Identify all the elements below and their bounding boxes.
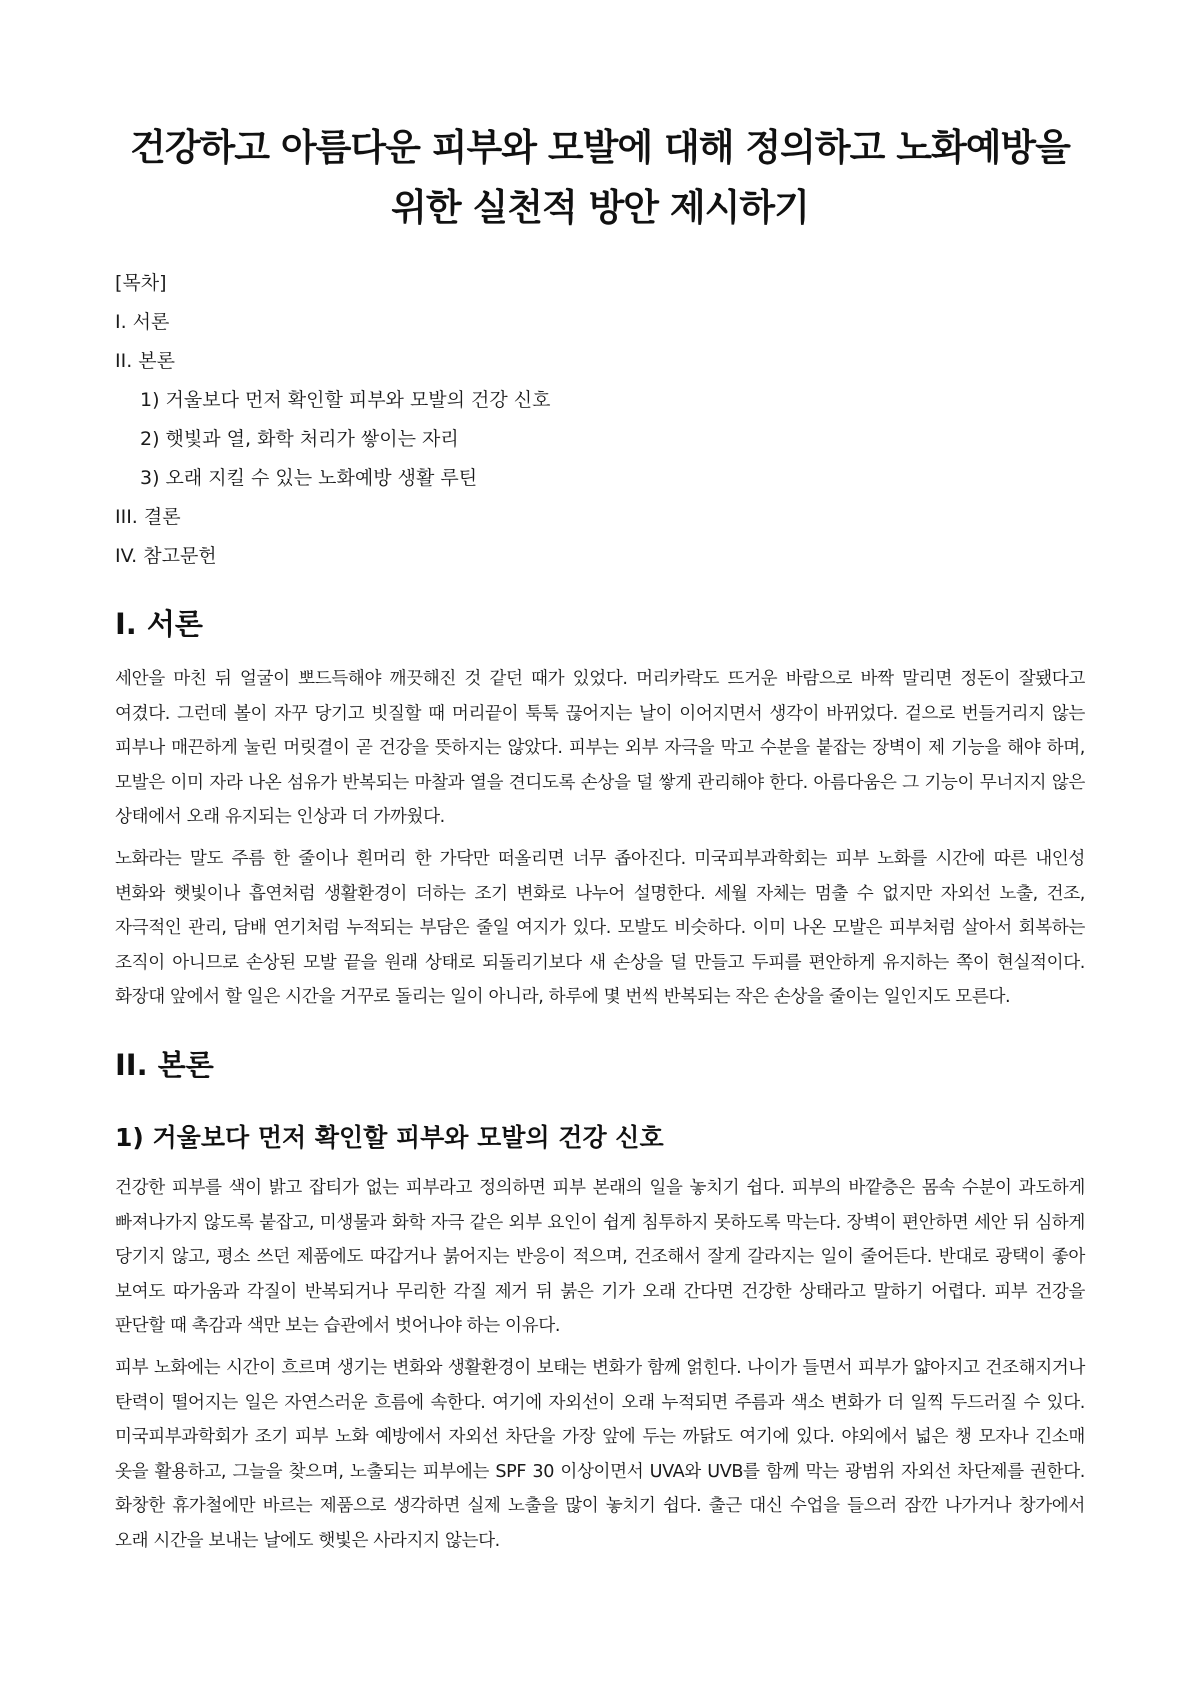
toc-item-references: IV. 참고문헌 xyxy=(115,545,217,567)
body-heading: II. 본론 xyxy=(115,1047,214,1082)
toc-item-conclusion: III. 결론 xyxy=(115,506,181,528)
intro-paragraph: 세안을 마친 뒤 얼굴이 뽀드득해야 깨끗해진 것 같던 때가 있었다. 머리카락도 뜨거운 바람으로 바짝 말리면 정돈이 잘됐다고 여겼다. 그런데 볼이 자꾸 당기고 빗질할 때 머리끝이 툭툭 끊어지는 날이 이어지면서 생각이 바뀌었다. 겉으로 번들거리지 않는 피부나 매끈하게 눌린 머릿결이 곧 건강을 뜻하지는 않았다. 피부는 외부 자극을 막고 수분을 붙잡는 장벽이 제 기능을 해야 하며, 모발은 이미 자라 나온 섬유가 반복되는 마찰과 열을 견디도록 손상을 덜 쌓게 관리해야 한다. 아름다움은 그 기능이 무너지지 않은 상태에서 오래 유지되는 인상과 더 가까웠다. xyxy=(115,669,1085,828)
intro-heading: I. 서론 xyxy=(115,607,203,641)
section-paragraph: 건강한 피부를 색이 밝고 잡티가 없는 피부라고 정의하면 피부 본래의 일을 놓치기 쉽다. 피부의 바깥층은 몸속 수분이 과도하게 빠져나가지 않도록 붙잡고, 미생물과 화학 자극 같은 외부 요인이 쉽게 침투하지 못하도록 막는다. 장벽이 편안하면 세안 뒤 심하게 당기지 않고, 평소 쓰던 제품에도 따갑거나 붉어지는 반응이 적으며, 건조해서 잘게 갈라지는 일이 줄어든다. 반대로 광택이 좋아 보여도 따가움과 각질이 반복되거나 무리한 각질 제거 뒤 붉은 기가 오래 간다면 건강한 상태라고 말하기 어렵다. 피부 건강을 판단할 때 촉감과 색만 보는 습관에서 벗어나야 하는 이유다. xyxy=(115,1177,1085,1337)
toc-item-body: II. 본론 xyxy=(115,350,175,372)
toc-item-intro: I. 서론 xyxy=(115,311,170,333)
toc-subitem-antiaging-routine: 3) 오래 지킬 수 있는 노화예방 생활 루틴 xyxy=(140,467,478,489)
toc-subitem-health-signals: 1) 거울보다 먼저 확인할 피부와 모발의 건강 신호 xyxy=(140,389,551,411)
toc-subitem-sun-heat-chemical: 2) 햇빛과 열, 화학 처리가 쌓이는 자리 xyxy=(140,428,459,450)
section-paragraph: 피부 노화에는 시간이 흐르며 생기는 변화와 생활환경이 보태는 변화가 함께 얽힌다. 나이가 들면서 피부가 얇아지고 건조해지거나 탄력이 떨어지는 일은 자연스러운 흐름에 속한다. 여기에 자외선이 오래 누적되면 주름과 색소 변화가 더 일찍 두드러질 수 있다. 미국피부과학회가 조기 피부 노화 예방에서 자외선 차단을 가장 앞에 두는 까닭도 여기에 있다. 야외에서 넓은 챙 모자나 긴소매 옷을 활용하고, 그늘을 찾으며, 노출되는 피부에는 SPF 30 이상이면서 UVA와 UVB를 함께 막는 광범위 자외선 차단제를 권한다. 화창한 휴가철에만 바르는 제품으로 생각하면 실제 노출을 많이 놓치기 쉽다. 출근 대신 수업을 들으러 잠깐 나가거나 창가에서 오래 시간을 보내는 날에도 햇빛은 사라지지 않는다. xyxy=(115,1357,1085,1551)
section-heading-health-signals: 1) 거울보다 먼저 확인할 피부와 모발의 건강 신호 xyxy=(115,1122,664,1152)
intro-paragraph: 노화라는 말도 주름 한 줄이나 흰머리 한 가닥만 떠올리면 너무 좁아진다. 미국피부과학회는 피부 노화를 시간에 따른 내인성 변화와 햇빛이나 흡연처럼 생활환경이 더하는 조기 변화로 나누어 설명한다. 세월 자체는 멈출 수 없지만 자외선 노출, 건조, 자극적인 관리, 담배 연기처럼 누적되는 부담은 줄일 여지가 있다. 모발도 비슷하다. 이미 나온 모발은 피부처럼 살아서 회복하는 조직이 아니므로 손상된 모발 끝을 원래 상태로 되돌리기보다 새 손상을 덜 만들고 두피를 편안하게 유지하는 쪽이 현실적이다. 화장대 앞에서 할 일은 시간을 거꾸로 돌리는 일이 아니라, 하루에 몇 번씩 반복되는 작은 손상을 줄이는 일인지도 모른다. xyxy=(115,848,1085,1008)
table-of-contents xyxy=(115,264,1085,576)
toc-heading: [목차] xyxy=(115,272,167,294)
document-title: 건강하고 아름다운 피부와 모발에 대해 정의하고 노화예방을 위한 실천적 방안 제시하기 xyxy=(130,126,1070,229)
